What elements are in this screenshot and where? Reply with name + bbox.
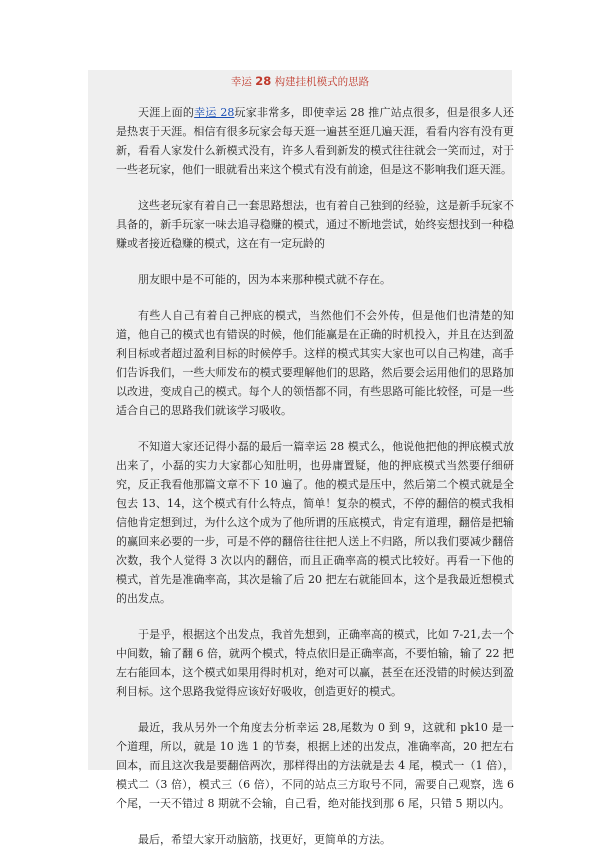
paragraph-3: 朋友眼中是不可能的，因为本来那种模式就不存在。 — [138, 273, 391, 286]
title-suffix: 构建挂机模式的思路 — [274, 76, 370, 88]
title-number: 28 — [255, 74, 272, 88]
paragraph-7: 最近，我从另外一个角度去分析幸运 28,尾数为 0 到 9，这就和 pk10 是一个道理，所以，就是 10 选 1 的节奏，根据上述的出发点，准确率高，20 把左右回本，而且这次我是要翻倍两次，那样得出的方法就是去 4 尾，模式一（1 倍），模式二（3 倍），模式三（6 倍），不同的站点三方取号不同，需要自己观察，选 6 个尾，一天不错过 8 期就不会输，自己看，绝对能找到那 6 尾，只错 5 期以内。 — [116, 721, 514, 810]
paragraph-8: 最后，希望大家开动脑筋，找更好，更简单的方法。 — [138, 833, 391, 846]
article-title — [88, 73, 512, 90]
paragraph-2: 这些老玩家有着自己一套思路想法，也有着自己独到的经验，这是新手玩家不具备的，新手玩家一味去追寻稳赚的模式，通过不断地尝试，始终妄想找到一种稳赚或者接近稳赚的模式，这在有一定玩龄的 — [116, 199, 514, 250]
article-body — [116, 103, 514, 850]
paragraph-6: 于是乎，根据这个出发点，我首先想到，正确率高的模式，比如 7-21,去一个中间数，输了翻 6 倍，就两个模式，特点依旧是正确率高，不要怕输，输了 22 把左右能回本，这个模式如果用得时机对，绝对可以赢，甚至在还没错的时候达到盈利目标。这个思路我觉得应该好好吸收，创造更好的模式。 — [116, 628, 514, 698]
paragraph-1-rest: 玩家非常多，即使幸运 28 推广站点很多，但是很多人还是热衷于天涯。相信有很多玩家会每天逛一遍甚至逛几遍天涯，看看内容有没有更新，看看人家发什么新模式没有，许多人看到新发的模式往往就会一笑而过，对于一些老玩家，他们一眼就看出来这个模式有没有前途，但是这不影响我们逛天涯。 — [116, 106, 514, 176]
title-prefix: 幸运 — [230, 76, 252, 88]
lucky28-link[interactable]: 幸运 28 — [194, 106, 235, 119]
paragraph-1 — [116, 103, 514, 179]
paragraph-4: 有些人自己有着自己押底的模式，当然他们不会外传，但是他们也清楚的知道，他自己的模式也有错误的时候，他们能赢是在正确的时机投入，并且在达到盈利目标或者超过盈利目标的时候停手。这样的模式其实大家也可以自己构建，高手们告诉我们，一些大师发布的模式要理解他们的思路，然后要会运用他们的思路加以改进，变成自己的模式。每个人的领悟都不同，有些思路可能比较怪，可是一些适合自己的思路我们就该学习吸收。 — [116, 309, 514, 417]
paragraph-5: 不知道大家还记得小磊的最后一篇幸运 28 模式么，他说他把他的押底模式放出来了，小磊的实力大家都心知肚明，也毋庸置疑，他的押底模式当然要仔细研究，反正我看他那篇文章不下 10 遍了。他的模式是压中，然后第二个模式就是全包去 13、14，这个模式有什么特点，简单！复杂的模式，不停的翻倍的模式我相信他肯定想到过，为什么这个成为了他所谓的压底模式，肯定有道理，翻倍是把输的赢回来必要的一步，可是不停的翻倍往往把人送上不归路，所以我们要减少翻倍次数，我个人觉得 3 次以内的翻倍，而且正确率高的模式比较好。再看一下他的模式，首先是准确率高，其次是输了后 20 把左右就能回本，这个是我最近想模式的出发点。 — [116, 440, 514, 605]
paragraph-1-lead: 天涯上面的 — [138, 106, 195, 119]
